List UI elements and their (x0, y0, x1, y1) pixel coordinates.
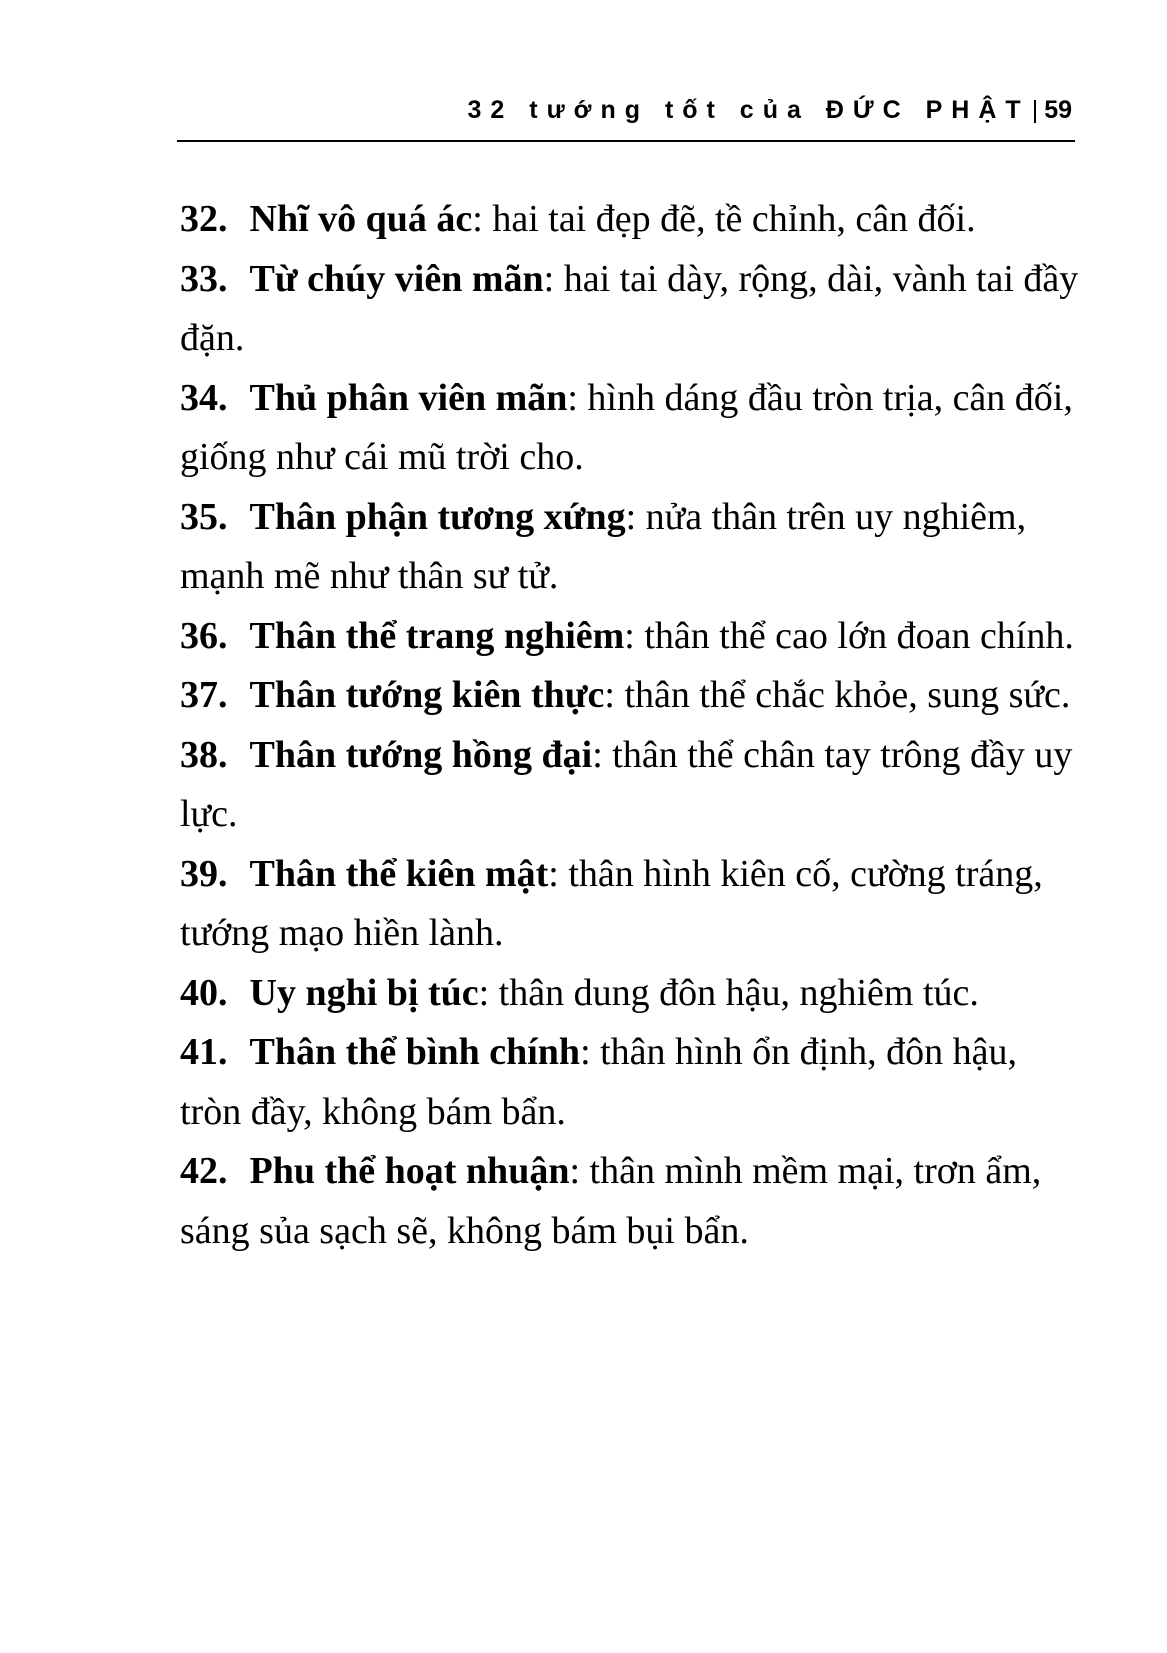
entry-number: 39. (180, 852, 228, 895)
entry-number: 32. (180, 198, 228, 240)
page-number: 59 (1044, 96, 1072, 124)
list-item (180, 1023, 1080, 1142)
entry-description: : thân mình mềm mại, trơn ẩm, sáng sủa sạch sẽ, không bám bụi bẩn. (180, 1150, 1042, 1252)
list-item (180, 726, 1080, 845)
list-item (180, 845, 1080, 964)
header-title: 32 tướng tốt của ĐỨC PHẬT (467, 96, 1030, 124)
entry-term: Thủ phân viên mãn (249, 376, 568, 419)
list-item (180, 250, 1080, 369)
entry-description: : thân dung đôn hậu, nghiêm túc. (478, 971, 979, 1014)
entry-term: Thân thể kiên mật (249, 852, 549, 895)
header-separator: | (1031, 96, 1039, 124)
entry-number: 34. (180, 376, 228, 419)
entry-description: : thân hình ổn định, đôn hậu, tròn đầy, không bám bẩn. (180, 1031, 1018, 1133)
entry-number: 42. (180, 1150, 228, 1192)
entry-term: Thân tướng hồng đại (249, 733, 593, 776)
list-item (180, 488, 1080, 607)
entry-term: Phu thể hoạt nhuận (249, 1150, 570, 1192)
entry-term: Từ chúy viên mãn (249, 257, 544, 300)
entry-term: Thân phận tương xứng (249, 495, 626, 538)
entry-number: 35. (180, 495, 228, 538)
running-header (468, 96, 1073, 124)
entry-number: 37. (180, 674, 228, 716)
entry-list (180, 190, 1080, 1261)
entry-description: : nửa thân trên uy nghiêm, mạnh mẽ như thân sư tử. (180, 495, 1027, 597)
entry-description: : hai tai dày, rộng, dài, vành tai đầy đặn. (180, 257, 1079, 359)
entry-number: 38. (180, 733, 228, 776)
entry-number: 33. (180, 257, 228, 300)
list-item (180, 607, 1080, 667)
entry-term: Nhĩ vô quá ác (249, 198, 473, 240)
entry-term: Uy nghi bị túc (249, 971, 479, 1014)
entry-description: : thân hình kiên cố, cường tráng, tướng mạo hiền lành. (180, 852, 1043, 954)
entry-description: : thân thể chắc khỏe, sung sức. (604, 674, 1071, 716)
entry-description: : hình dáng đầu tròn trịa, cân đối, giống như cái mũ trời cho. (180, 376, 1073, 478)
entry-description: : hai tai đẹp đẽ, tề chỉnh, cân đối. (472, 198, 976, 240)
list-item (180, 190, 1080, 250)
entry-description: : thân thể chân tay trông đầy uy lực. (180, 733, 1073, 835)
list-item (180, 369, 1080, 488)
entry-number: 41. (180, 1031, 228, 1073)
header-rule (177, 140, 1075, 142)
entry-term: Thân thể trang nghiêm (249, 614, 625, 657)
entry-term: Thân thể bình chính (249, 1031, 581, 1073)
entry-number: 40. (180, 971, 228, 1014)
entry-term: Thân tướng kiên thực (249, 674, 605, 716)
list-item (180, 964, 1080, 1024)
list-item (180, 1142, 1080, 1261)
list-item (180, 666, 1080, 726)
entry-number: 36. (180, 614, 228, 657)
entry-description: : thân thể cao lớn đoan chính. (624, 614, 1074, 657)
